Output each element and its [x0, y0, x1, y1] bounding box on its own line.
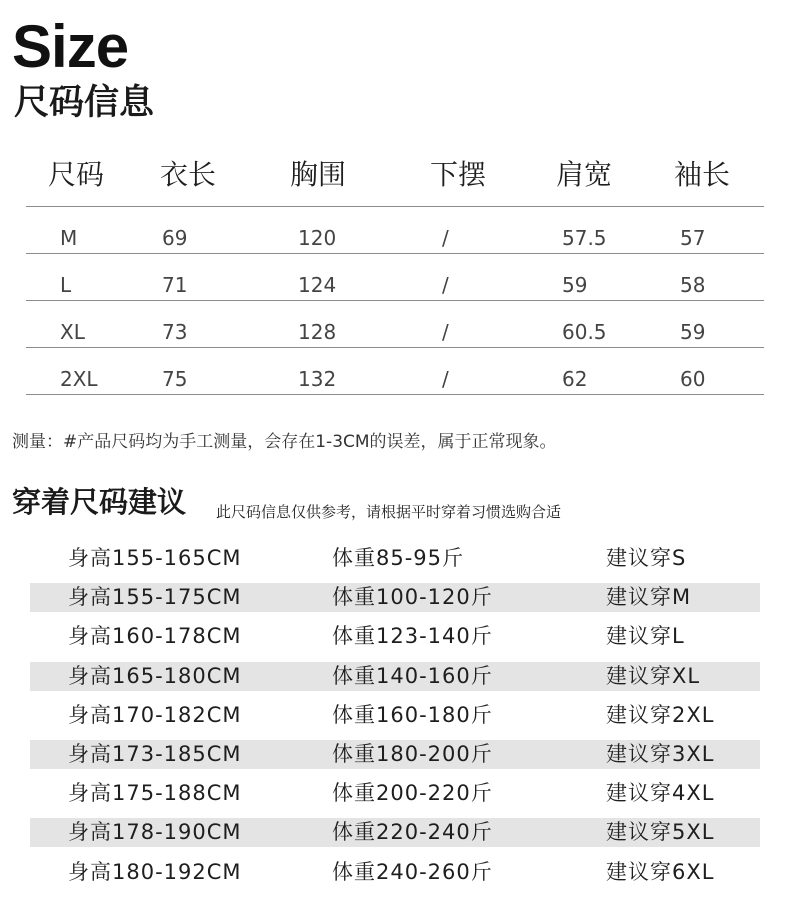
suggested-size: 建议穿S	[606, 546, 687, 570]
cell-length: 75	[162, 367, 188, 391]
height-range: 身高180-192CM	[68, 859, 242, 884]
list-item	[30, 541, 760, 580]
header-size: 尺码	[48, 158, 105, 191]
height-range: 身高165-180CM	[68, 663, 242, 688]
cell-size: XL	[60, 320, 85, 344]
cell-shoulder: 60.5	[562, 320, 607, 344]
list-item	[30, 737, 760, 776]
height-range: 身高155-165CM	[68, 546, 242, 570]
cell-hem: /	[442, 320, 449, 344]
title-chinese: 尺码信息	[14, 83, 155, 123]
cell-sleeve: 57	[680, 226, 706, 250]
header-shoulder: 肩宽	[556, 158, 613, 191]
suggested-size: 建议穿2XL	[606, 702, 715, 727]
cell-hem: /	[442, 226, 449, 250]
header-hem: 下摆	[430, 158, 487, 191]
list-item	[30, 776, 760, 815]
cell-chest: 120	[298, 226, 337, 250]
weight-range: 体重220-240斤	[332, 820, 493, 845]
cell-length: 69	[162, 226, 188, 250]
weight-range: 体重100-120斤	[332, 585, 493, 610]
table-row	[26, 207, 764, 254]
suggested-size: 建议穿L	[606, 624, 685, 649]
cell-size: M	[60, 226, 78, 250]
weight-range: 体重160-180斤	[332, 702, 493, 727]
height-range: 身高170-182CM	[68, 702, 242, 727]
cell-chest: 124	[298, 273, 337, 297]
suggested-size: 建议穿4XL	[606, 781, 715, 806]
suggested-size: 建议穿6XL	[606, 859, 715, 884]
cell-length: 71	[162, 273, 188, 297]
list-item	[30, 698, 760, 737]
cell-sleeve: 59	[680, 320, 706, 344]
title-english: Size	[12, 13, 129, 80]
suggested-size: 建议穿3XL	[606, 741, 715, 766]
weight-range: 体重85-95斤	[332, 546, 465, 570]
table-row	[26, 348, 764, 395]
list-item	[30, 855, 760, 894]
cell-chest: 128	[298, 320, 337, 344]
weight-range: 体重123-140斤	[332, 624, 493, 649]
header-sleeve: 袖长	[674, 158, 731, 191]
suggested-size: 建议穿5XL	[606, 820, 715, 845]
size-table	[26, 146, 764, 395]
suggested-size: 建议穿XL	[606, 663, 701, 688]
header-chest: 胸围	[290, 158, 347, 191]
cell-sleeve: 58	[680, 273, 706, 297]
cell-hem: /	[442, 367, 449, 391]
cell-size: 2XL	[60, 367, 98, 391]
measurement-note: 测量：#产品尺码均为手工测量，会存在1-3CM的误差，属于正常现象。	[12, 432, 557, 452]
cell-hem: /	[442, 273, 449, 297]
cell-shoulder: 59	[562, 273, 588, 297]
list-item	[30, 659, 760, 698]
recommendation-table	[30, 541, 760, 894]
height-range: 身高173-185CM	[68, 741, 242, 766]
cell-sleeve: 60	[680, 367, 706, 391]
weight-range: 体重140-160斤	[332, 663, 493, 688]
list-item	[30, 580, 760, 619]
height-range: 身高155-175CM	[68, 585, 242, 610]
height-range: 身高160-178CM	[68, 624, 242, 649]
weight-range: 体重200-220斤	[332, 781, 493, 806]
height-range: 身高175-188CM	[68, 781, 242, 806]
list-item	[30, 815, 760, 854]
cell-size: L	[60, 273, 72, 297]
header-length: 衣长	[160, 158, 217, 191]
table-row	[26, 254, 764, 301]
weight-range: 体重180-200斤	[332, 741, 493, 766]
height-range: 身高178-190CM	[68, 820, 242, 845]
table-row	[26, 301, 764, 348]
cell-shoulder: 57.5	[562, 226, 607, 250]
cell-length: 73	[162, 320, 188, 344]
recommendation-title: 穿着尺码建议	[12, 485, 187, 519]
weight-range: 体重240-260斤	[332, 859, 493, 884]
size-table-header	[26, 146, 764, 207]
cell-chest: 132	[298, 367, 337, 391]
suggested-size: 建议穿M	[606, 585, 692, 610]
list-item	[30, 619, 760, 658]
cell-shoulder: 62	[562, 367, 588, 391]
recommendation-subtitle: 此尺码信息仅供参考，请根据平时穿着习惯选购合适	[216, 503, 562, 521]
